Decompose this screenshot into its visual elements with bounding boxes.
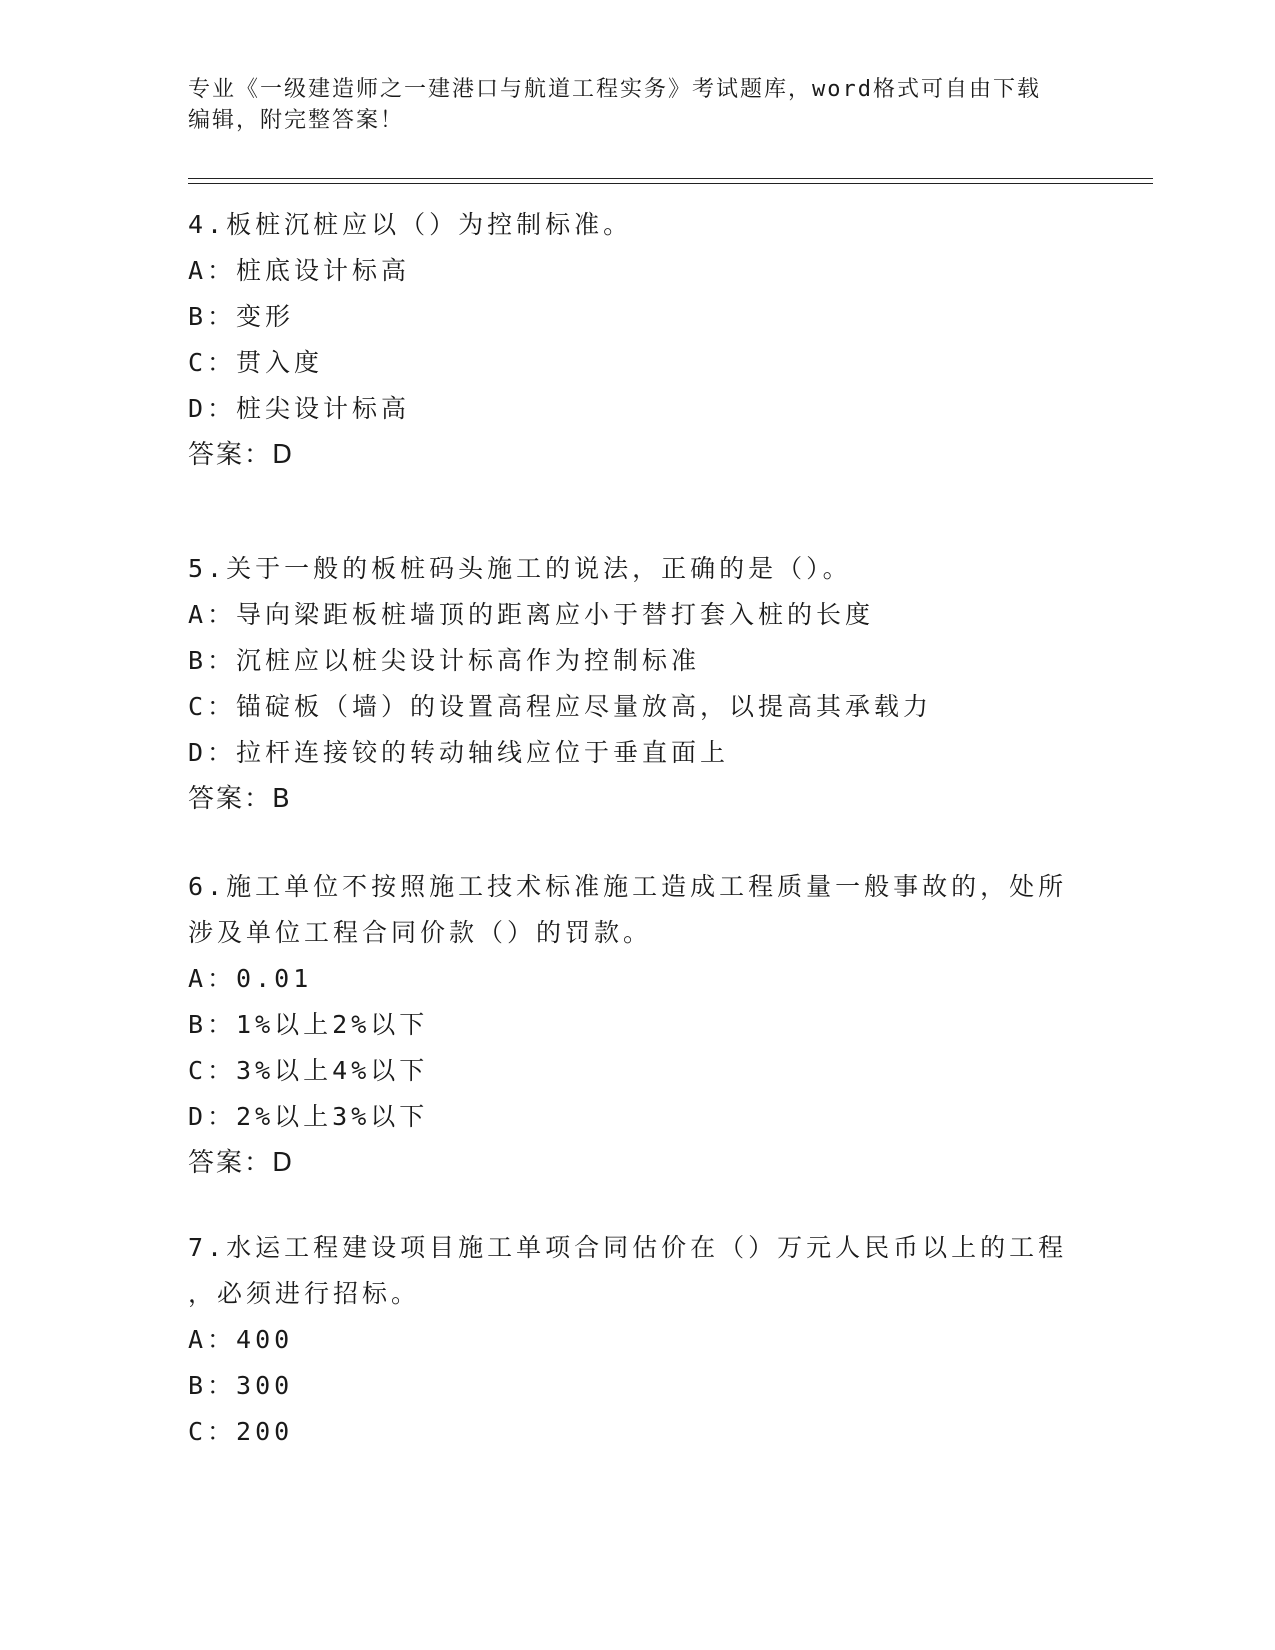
header-divider-bottom [188, 183, 1153, 184]
document-header [188, 74, 1068, 136]
header-line-1: 专业《一级建造师之一建港口与航道工程实务》考试题库，word格式可自由下载 [188, 77, 1041, 102]
answer: 答案：D [188, 440, 295, 470]
option-b: B：300 [188, 1371, 294, 1400]
question-title: 4.板桩沉桩应以（）为控制标准。 [188, 210, 633, 239]
option-b: B：沉桩应以桩尖设计标高作为控制标准 [188, 646, 701, 675]
option-b: B：1%以上2%以下 [188, 1010, 429, 1039]
question-title-line-1: 7.水运工程建设项目施工单项合同估价在（）万元人民币以上的工程 [188, 1233, 1068, 1262]
option-b: B：变形 [188, 302, 295, 331]
answer: 答案：D [188, 1148, 295, 1178]
option-c: C：锚碇板（墙）的设置高程应尽量放高，以提高其承载力 [188, 692, 933, 721]
option-a: A：导向梁距板桩墙顶的距离应小于替打套入桩的长度 [188, 600, 875, 629]
option-d: D：桩尖设计标高 [188, 394, 411, 423]
question-5 [188, 546, 1068, 822]
question-6 [188, 864, 1068, 1186]
question-title-line-2: ，必须进行招标。 [188, 1279, 421, 1308]
question-title: 5.关于一般的板桩码头施工的说法，正确的是（）。 [188, 554, 852, 583]
answer: 答案：B [188, 784, 292, 814]
question-title-line-2: 涉及单位工程合同价款（）的罚款。 [188, 918, 653, 947]
header-divider-top [188, 178, 1153, 179]
option-c: C：3%以上4%以下 [188, 1056, 429, 1085]
option-a: A：桩底设计标高 [188, 256, 411, 285]
option-a: A：0.01 [188, 964, 313, 993]
option-d: D：拉杆连接铰的转动轴线应位于垂直面上 [188, 738, 730, 767]
question-4 [188, 202, 1068, 478]
option-c: C：200 [188, 1417, 294, 1446]
option-a: A：400 [188, 1325, 294, 1354]
question-title-line-1: 6.施工单位不按照施工技术标准施工造成工程质量一般事故的，处所 [188, 872, 1068, 901]
option-c: C：贯入度 [188, 348, 324, 377]
option-d: D：2%以上3%以下 [188, 1102, 429, 1131]
question-7 [188, 1225, 1068, 1455]
header-line-2: 编辑，附完整答案！ [188, 108, 405, 133]
